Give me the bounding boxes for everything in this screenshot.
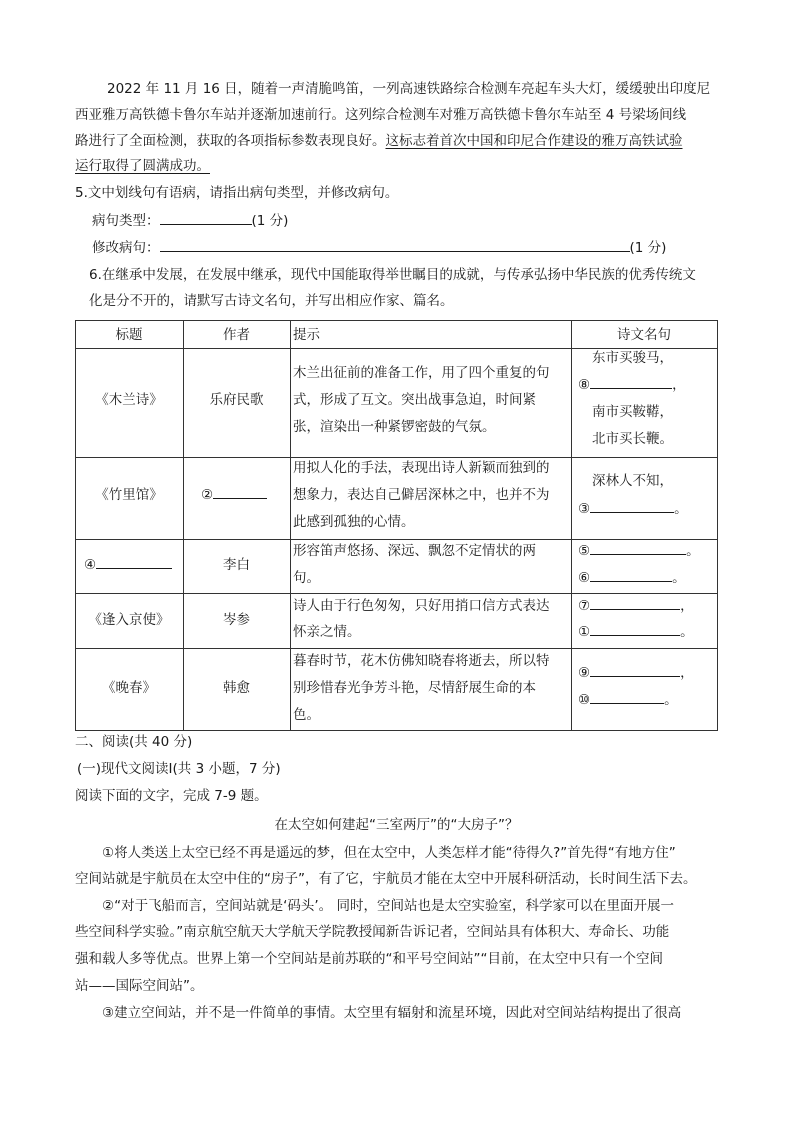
question-6-stem: 化是分不开的，请默写古诗文名句，并写出相应作家、篇名。 bbox=[89, 293, 454, 309]
answer-blank[interactable] bbox=[590, 595, 680, 610]
passage-line: 西亚雅万高铁德卡鲁尔车站并逐渐加速前行。这列综合检测车对雅万高铁德卡鲁尔车站至 4 号梁场间线 bbox=[75, 107, 687, 123]
article-paragraph-line: 站——国际空间站”。 bbox=[75, 978, 204, 994]
blank-number: ⑤ bbox=[578, 543, 591, 559]
instruction: 阅读下面的文字，完成 7-9 题。 bbox=[75, 788, 268, 804]
type-label: 病句类型： bbox=[92, 213, 160, 229]
passage-text: 路进行了全面检测，获取的各项指标参数表现良好。 bbox=[75, 133, 386, 149]
poem-line bbox=[578, 619, 694, 645]
table-cell-hint: 别珍惜春光争芳斗艳，尽情舒展生命的本 bbox=[293, 680, 536, 696]
article-paragraph-line: ③建立空间站，并不是一件简单的事情。太空里有辐射和流星环境，因此对空间站结构提出了很高 bbox=[102, 1005, 682, 1021]
poem-line bbox=[578, 496, 688, 522]
punct: 。 bbox=[672, 570, 686, 586]
answer-blank[interactable] bbox=[590, 374, 672, 389]
table-cell-hint: 暮春时节，花木仿佛知晓春将逝去，所以特 bbox=[293, 653, 550, 669]
poem-line: 北市买长鞭。 bbox=[592, 431, 673, 447]
table-cell-title: 《木兰诗》 bbox=[95, 392, 163, 408]
table-cell-hint: 张，渲染出一种紧锣密鼓的气氛。 bbox=[293, 419, 496, 435]
table-cell-author bbox=[201, 482, 267, 508]
answer-blank[interactable] bbox=[213, 484, 267, 499]
article-paragraph-line: 些空间科学实验。”南京航空航天大学航天学院教授闻新告诉记者，空间站具有体积大、寿命长、功能 bbox=[75, 924, 670, 940]
punct: ， bbox=[680, 665, 694, 681]
table-border bbox=[290, 320, 291, 731]
table-cell-hint: 想象力，表达自己僻居深林之中，也并不为 bbox=[293, 487, 550, 503]
article-paragraph-line: ②“对于飞船而言，空间站就是‘码头’。 同时，空间站也是太空实验室，科学家可以在里面开展一 bbox=[102, 898, 674, 914]
table-cell-hint: 式，形成了互文。突出战事急迫，时间紧 bbox=[293, 392, 536, 408]
table-cell-author: 韩愈 bbox=[223, 680, 250, 696]
table-border bbox=[571, 320, 572, 731]
blank-number: ⑦ bbox=[578, 598, 591, 614]
passage-line: 2022 年 11 月 16 日，随着一声清脆鸣笛，一列高速铁路综合检测车亮起车头大灯，缓缓驶出印度尼 bbox=[107, 81, 711, 97]
article-title: 在太空如何建起“三室两厅”的“大房子”？ bbox=[274, 817, 519, 833]
question-5-stem: 5.文中划线句有语病，请指出病句类型，并修改病句。 bbox=[75, 185, 399, 201]
article-paragraph-line: ①将人类送上太空已经不再是遥远的梦，但在太空中，人类怎样才能“待得久?”首先得“有地方住” bbox=[102, 845, 676, 861]
table-cell-title: 《竹里馆》 bbox=[95, 487, 163, 503]
table-cell-hint: 此感到孤独的心情。 bbox=[293, 514, 415, 530]
answer-blank[interactable] bbox=[590, 540, 686, 555]
answer-blank[interactable] bbox=[160, 210, 252, 225]
blank-number: ⑥ bbox=[578, 570, 591, 586]
article-paragraph-line: 强和载人多等优点。世界上第一个空间站是前苏联的“和平号空间站”“目前，在太空中只有一个空间 bbox=[75, 951, 663, 967]
blank-number: ⑩ bbox=[578, 692, 591, 708]
punct: 。 bbox=[686, 543, 700, 559]
punct: ， bbox=[680, 598, 694, 614]
blank-number: ③ bbox=[578, 501, 591, 517]
answer-blank[interactable] bbox=[590, 498, 674, 513]
fix-label: 修改病句： bbox=[92, 240, 160, 256]
table-cell-hint: 形容笛声悠扬、深远、飘忽不定情状的两 bbox=[293, 543, 536, 559]
table-border bbox=[75, 730, 718, 731]
table-cell-hint: 怀亲之情。 bbox=[293, 624, 361, 640]
subsection-heading: (一)现代文阅读Ⅰ(共 3 小题，7 分) bbox=[77, 761, 281, 777]
question-5-type-row bbox=[92, 210, 288, 231]
table-cell-title bbox=[84, 552, 172, 578]
question-5-fix-row bbox=[92, 237, 666, 258]
blank-number: ⑧ bbox=[578, 377, 591, 393]
table-header: 标题 bbox=[115, 327, 143, 343]
passage-line bbox=[75, 131, 683, 151]
poem-line bbox=[578, 687, 678, 713]
underlined-sentence: 这标志着首次中国和印尼合作建设的雅万高铁试验 bbox=[385, 133, 683, 149]
passage-line bbox=[75, 156, 210, 176]
punct: 。 bbox=[680, 624, 694, 640]
poem-line: 南市买鞍鞯， bbox=[592, 404, 673, 420]
poem-line bbox=[578, 660, 694, 686]
answer-blank[interactable] bbox=[590, 567, 672, 582]
table-cell-hint: 色。 bbox=[293, 707, 320, 723]
score: (1 分) bbox=[629, 240, 667, 256]
table-cell-hint: 诗人由于行色匆匆，只好用捎口信方式表达 bbox=[293, 598, 550, 614]
answer-blank[interactable] bbox=[590, 689, 664, 704]
blank-number: ② bbox=[201, 487, 214, 503]
punct: 。 bbox=[664, 692, 678, 708]
question-6-stem: 6.在继承中发展，在发展中继承，现代中国能取得举世瞩目的成就，与传承弘扬中华民族的优秀传统文 bbox=[89, 267, 696, 283]
poem-line: 深林人不知， bbox=[592, 473, 673, 489]
answer-blank[interactable] bbox=[590, 662, 680, 677]
poem-line bbox=[578, 565, 686, 591]
poem-line: 东市买骏马， bbox=[592, 350, 673, 366]
poem-line bbox=[578, 593, 694, 619]
table-cell-title: 《晚春》 bbox=[102, 680, 156, 696]
table-border bbox=[75, 320, 76, 731]
blank-number: ④ bbox=[84, 557, 97, 573]
table-cell-author: 岑参 bbox=[223, 612, 250, 628]
table-border bbox=[717, 320, 718, 731]
blank-number: ① bbox=[578, 624, 591, 640]
table-cell-author: 乐府民歌 bbox=[209, 392, 264, 408]
poem-line bbox=[578, 538, 700, 564]
table-header: 作者 bbox=[223, 327, 250, 343]
table-border bbox=[75, 320, 718, 321]
answer-blank[interactable] bbox=[590, 621, 680, 636]
article-paragraph-line: 空间站就是宇航员在太空中住的“房子”，有了它，宇航员才能在太空中开展科研活动，长时间生活下去。 bbox=[75, 871, 697, 887]
punct: 。 bbox=[674, 501, 688, 517]
table-cell-hint: 用拟人化的手法，表现出诗人新颖而独到的 bbox=[293, 460, 550, 476]
table-cell-hint: 木兰出征前的准备工作，用了四个重复的句 bbox=[293, 365, 550, 381]
poem-line bbox=[578, 372, 686, 398]
table-cell-author: 李白 bbox=[223, 557, 250, 573]
punct: ， bbox=[672, 377, 686, 393]
answer-blank[interactable] bbox=[96, 554, 172, 569]
blank-number: ⑨ bbox=[578, 665, 591, 681]
table-header: 提示 bbox=[293, 327, 320, 343]
table-border bbox=[183, 320, 184, 731]
table-cell-hint: 句。 bbox=[293, 570, 320, 586]
table-cell-title: 《逢入京使》 bbox=[88, 612, 170, 628]
section-heading: 二、阅读(共 40 分) bbox=[75, 734, 193, 750]
score: (1 分) bbox=[251, 213, 289, 229]
table-header: 诗文名句 bbox=[617, 327, 671, 343]
answer-blank[interactable] bbox=[160, 237, 630, 252]
underlined-sentence: 运行取得了圆满成功。 bbox=[75, 158, 210, 174]
